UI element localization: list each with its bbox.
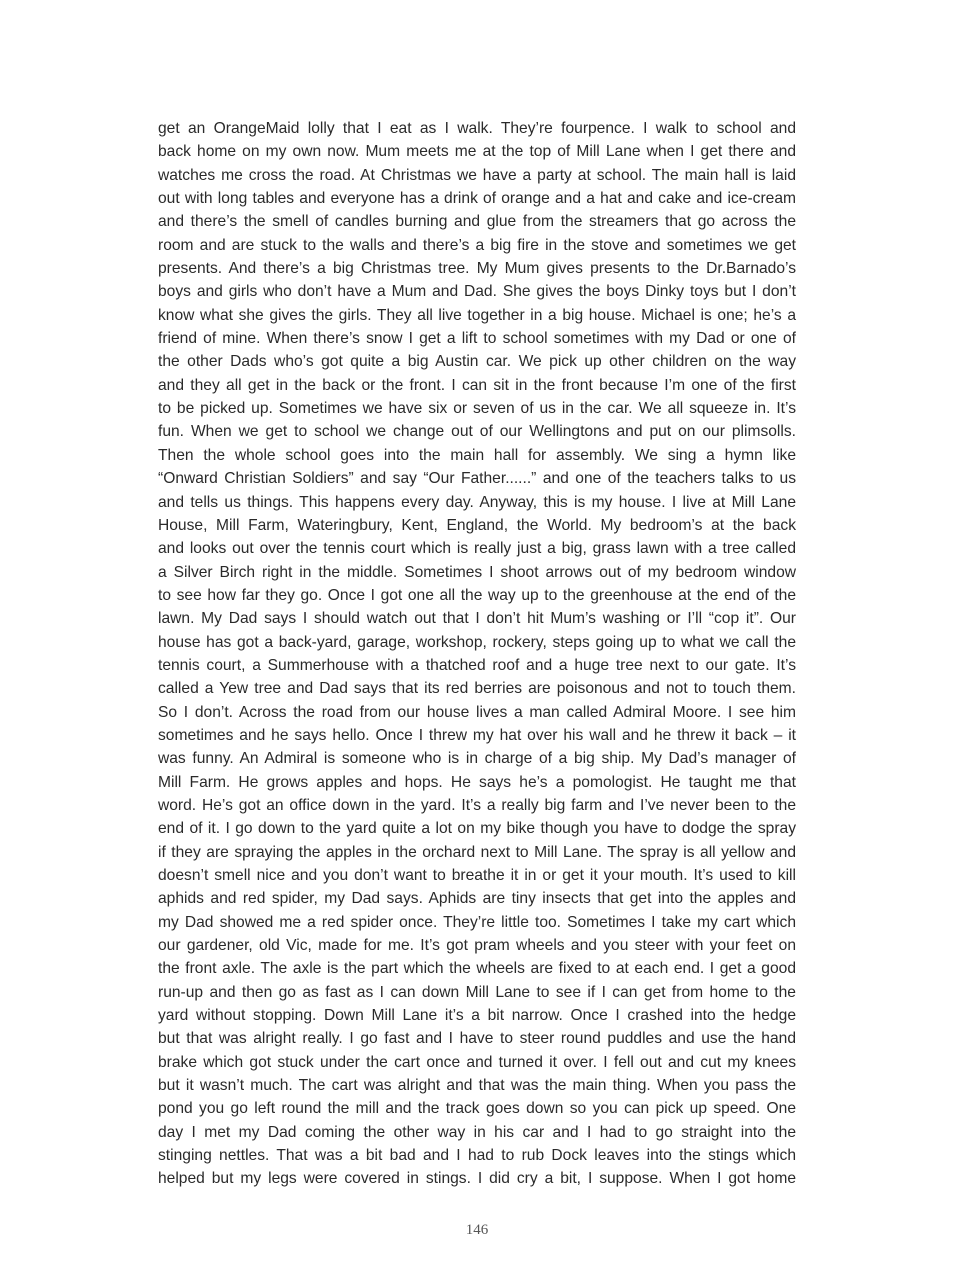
text-line: room and are stuck to the walls and there’s a big fire in the stove and sometimes we get bbox=[158, 236, 796, 254]
text-line: and looks out over the tennis court which is really just a big, grass lawn with a tree called bbox=[158, 540, 796, 558]
text-line: doesn’t smell nice and you don’t want to breathe it in or get it your mouth. It’s used to kill bbox=[158, 867, 796, 884]
text-line: “Onward Christian Soldiers” and say “Our Father......” and one of the teachers talks to us bbox=[158, 470, 796, 488]
text-line: get an OrangeMaid lolly that I eat as I walk. They’re fourpence. I walk to school and bbox=[158, 120, 796, 137]
text-line: pond you go left round the mill and the track goes down so you can pick up speed. One bbox=[158, 1100, 796, 1118]
page-number: 146 bbox=[465, 1222, 489, 1238]
text-line: but it wasn’t much. The cart was alright and that was the main thing. When you pass the bbox=[158, 1077, 796, 1095]
text-line: yard without stopping. Down Mill Lane it’s a bit narrow. Once I crashed into the hedge bbox=[158, 1007, 796, 1025]
text-line: and there’s the smell of candles burning and glue from the streamers that go across the bbox=[158, 213, 796, 231]
text-line: know what she gives the girls. They all live together in a big house. Michael is one; he’s a bbox=[158, 306, 796, 324]
text-line: my Dad showed me a red spider once. They’re little too. Sometimes I take my cart which bbox=[158, 913, 796, 931]
text-line: presents. And there’s a big Christmas tree. My Mum gives presents to the Dr.Barnado’s bbox=[158, 260, 796, 278]
text-line: and tells us things. This happens every day. Anyway, this is my house. I live at Mill Lane bbox=[158, 493, 796, 511]
text-line: but that was alright really. I go fast and I have to steer round puddles and use the hand bbox=[158, 1030, 796, 1048]
text-line: called a Yew tree and Dad says that its red berries are poisonous and not to touch them. bbox=[158, 680, 796, 698]
text-line: our gardener, old Vic, made for me. It’s got pram wheels and you steer with your feet on bbox=[158, 937, 796, 955]
text-line: Mill Farm. He grows apples and hops. He says he’s a pomologist. He taught me that bbox=[158, 773, 796, 791]
text-line: and they all get in the back or the front. I can sit in the front because I’m one of the first bbox=[158, 376, 796, 394]
text-line: out with long tables and everyone has a drink of orange and a hat and cake and ice-cream bbox=[158, 190, 796, 208]
text-line: helped but my legs were covered in stings. I did cry a bit, I suppose. When I got home bbox=[158, 1170, 796, 1188]
text-line: the other Dads who’s got quite a big Austin car. We pick up other children on the way bbox=[158, 353, 796, 371]
text-line: brake which got stuck under the cart once and turned it over. I fell out and cut my knees bbox=[158, 1053, 796, 1071]
text-line: to see how far they go. Once I got one all the way up to the greenhouse at the end of the bbox=[158, 586, 796, 604]
text-line: House, Mill Farm, Wateringbury, Kent, England, the World. My bedroom’s at the back bbox=[158, 516, 796, 534]
text-line: So I don’t. Across the road from our house lives a man called Admiral Moore. I see him bbox=[158, 703, 796, 721]
text-line: end of it. I go down to the yard quite a lot on my bike though you have to dodge the spray bbox=[158, 820, 796, 838]
text-line: aphids and red spider, my Dad says. Aphids are tiny insects that get into the apples and bbox=[158, 890, 796, 908]
text-line: watches me cross the road. At Christmas we have a party at school. The main hall is laid bbox=[158, 166, 796, 184]
text-line: back home on my own now. Mum meets me at the top of Mill Lane when I get there and bbox=[158, 143, 796, 161]
text-line: day I met my Dad coming the other way in his car and I had to go straight into the bbox=[158, 1123, 796, 1141]
text-line: tennis court, a Summerhouse with a thatched roof and a huge tree next to our gate. It’s bbox=[158, 656, 796, 674]
text-line: if they are spraying the apples in the orchard next to Mill Lane. The spray is all yellow and bbox=[158, 843, 796, 861]
text-line: run-up and then go as fast as I can down Mill Lane to see if I can get from home to the bbox=[158, 983, 796, 1001]
text-line: fun. When we get to school we change out of our Wellingtons and put on our plimsolls. bbox=[158, 423, 796, 441]
text-line: house has got a back-yard, garage, workshop, rockery, steps going up to what we call the bbox=[158, 633, 796, 651]
body-text bbox=[158, 117, 796, 1191]
text-line: was funny. An Admiral is someone who is in charge of a big ship. My Dad’s manager of bbox=[158, 750, 796, 768]
text-line: friend of mine. When there’s snow I get a lift to school sometimes with my Dad or one of bbox=[158, 330, 796, 348]
text-line: the front axle. The axle is the part which the wheels are fixed to at each end. I get a good bbox=[158, 960, 796, 978]
text-line: boys and girls who don’t have a Mum and Dad. She gives the boys Dinky toys but I don’t bbox=[158, 283, 796, 301]
text-line: sometimes and he says hello. Once I threw my hat over his wall and he threw it back – it bbox=[158, 726, 796, 744]
text-line: to be picked up. Sometimes we have six or seven of us in the car. We all squeeze in. It’s bbox=[158, 400, 796, 418]
text-line: word. He’s got an office down in the yard. It’s a really big farm and I’ve never been to the bbox=[158, 796, 796, 814]
text-line: stinging nettles. That was a bit bad and I had to rub Dock leaves into the stings which bbox=[158, 1147, 796, 1165]
text-line: a Silver Birch right in the middle. Sometimes I shoot arrows out of my bedroom window bbox=[158, 563, 796, 581]
text-line: lawn. My Dad says I should watch out that I don’t hit Mum’s washing or I’ll “cop it”. Our bbox=[158, 610, 796, 628]
text-line: Then the whole school goes into the main hall for assembly. We sing a hymn like bbox=[158, 446, 796, 464]
